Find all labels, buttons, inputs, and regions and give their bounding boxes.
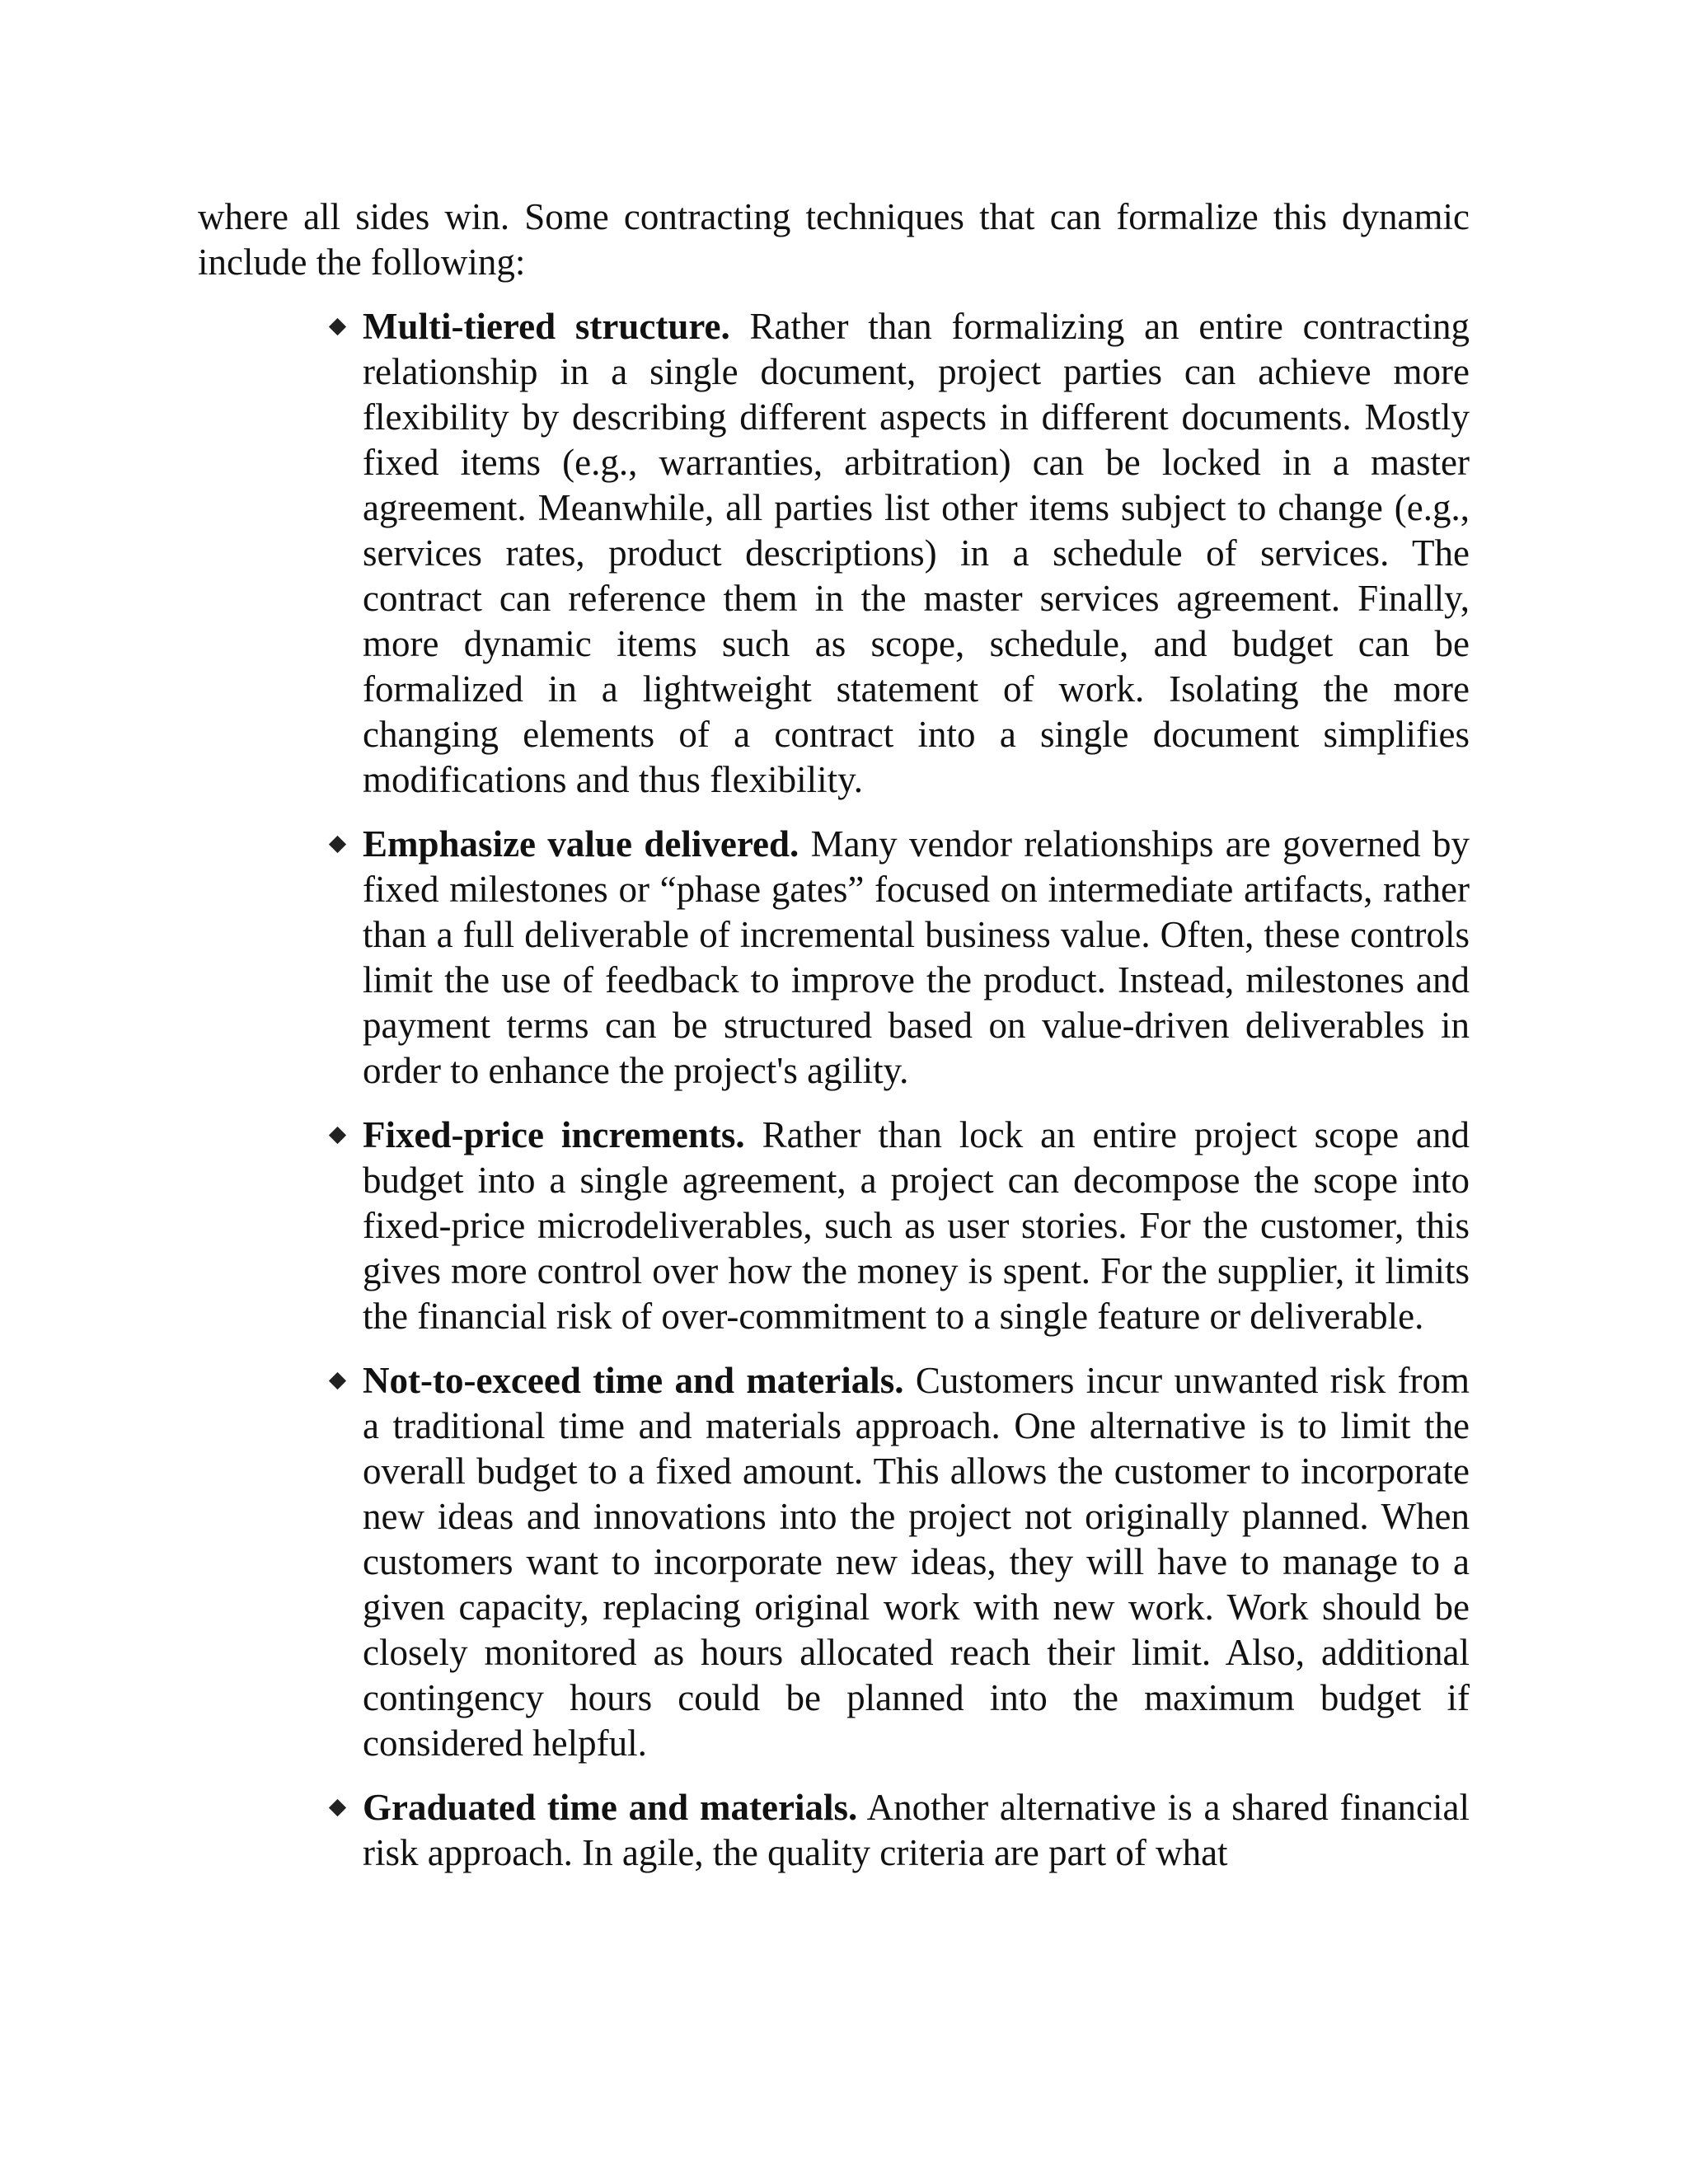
contracting-techniques-list xyxy=(198,304,1470,1876)
list-item xyxy=(363,304,1470,803)
list-item xyxy=(363,1785,1470,1876)
bullet-text: Rather than lock an entire project scope and budget into a single agreement, a project can decompose the scope into fixed-price microdeliverables, such as user stories. For the customer, this gives more control over how the money is spent. For the supplier, it limits the financial risk of over-commitment to a single feature or deliverable. xyxy=(363,1114,1470,1337)
diamond-bullet-icon xyxy=(329,836,346,853)
list-item xyxy=(363,822,1470,1094)
bullet-text: Many vendor relationships are governed by fixed milestones or “phase gates” focused on intermediate artifacts, rather than a full deliverable of incremental business value. Often, these controls limit the use of feedback to improve the product. Instead, milestones and payment terms can be structured based on value-driven deliverables in order to enhance the project's agility. xyxy=(363,823,1470,1091)
bullet-term: Graduated time and materials. xyxy=(363,1787,858,1828)
bullet-text: Customers incur unwanted risk from a traditional time and materials approach. One alternative is to limit the overall budget to a fixed amount. This allows the customer to incorporate new ideas and innovations into the project not originally planned. When customers want to incorporate new ideas, they will have to manage to a given capacity, replacing original work with new work. Work should be closely monitored as hours allocated reach their limit. Also, additional contingency hours could be planned into the maximum budget if considered helpful. xyxy=(363,1360,1470,1764)
diamond-bullet-icon xyxy=(329,1372,346,1390)
document-page xyxy=(198,194,1470,1895)
diamond-bullet-icon xyxy=(329,1799,346,1816)
diamond-bullet-icon xyxy=(329,1127,346,1144)
bullet-term: Fixed-price increments. xyxy=(363,1114,745,1155)
bullet-term: Not-to-exceed time and materials. xyxy=(363,1360,904,1401)
diamond-bullet-icon xyxy=(329,318,346,335)
bullet-term: Multi-tiered structure. xyxy=(363,306,730,347)
list-item xyxy=(363,1358,1470,1766)
bullet-text: Rather than formalizing an entire contracting relationship in a single document, project parties can achieve more flexibility by describing different aspects in different documents. Mostly fixed items (e.g., warranties, arbitration) can be locked in a master agreement. Meanwhile, all parties list other items subject to change (e.g., services rates, product descriptions) in a schedule of services. The contract can reference them in the master services agreement. Finally, more dynamic items such as scope, schedule, and budget can be formalized in a lightweight statement of work. Isolating the more changing elements of a contract into a single document simplifies modifications and thus flexibility. xyxy=(363,306,1470,800)
intro-paragraph: where all sides win. Some contracting techniques that can formalize this dynamic include the following: xyxy=(198,196,1470,283)
bullet-term: Emphasize value delivered. xyxy=(363,823,799,865)
bullet-text: Another alternative is a shared financial risk approach. In agile, the quality criteria are part of what xyxy=(363,1787,1470,1873)
list-item xyxy=(363,1113,1470,1339)
